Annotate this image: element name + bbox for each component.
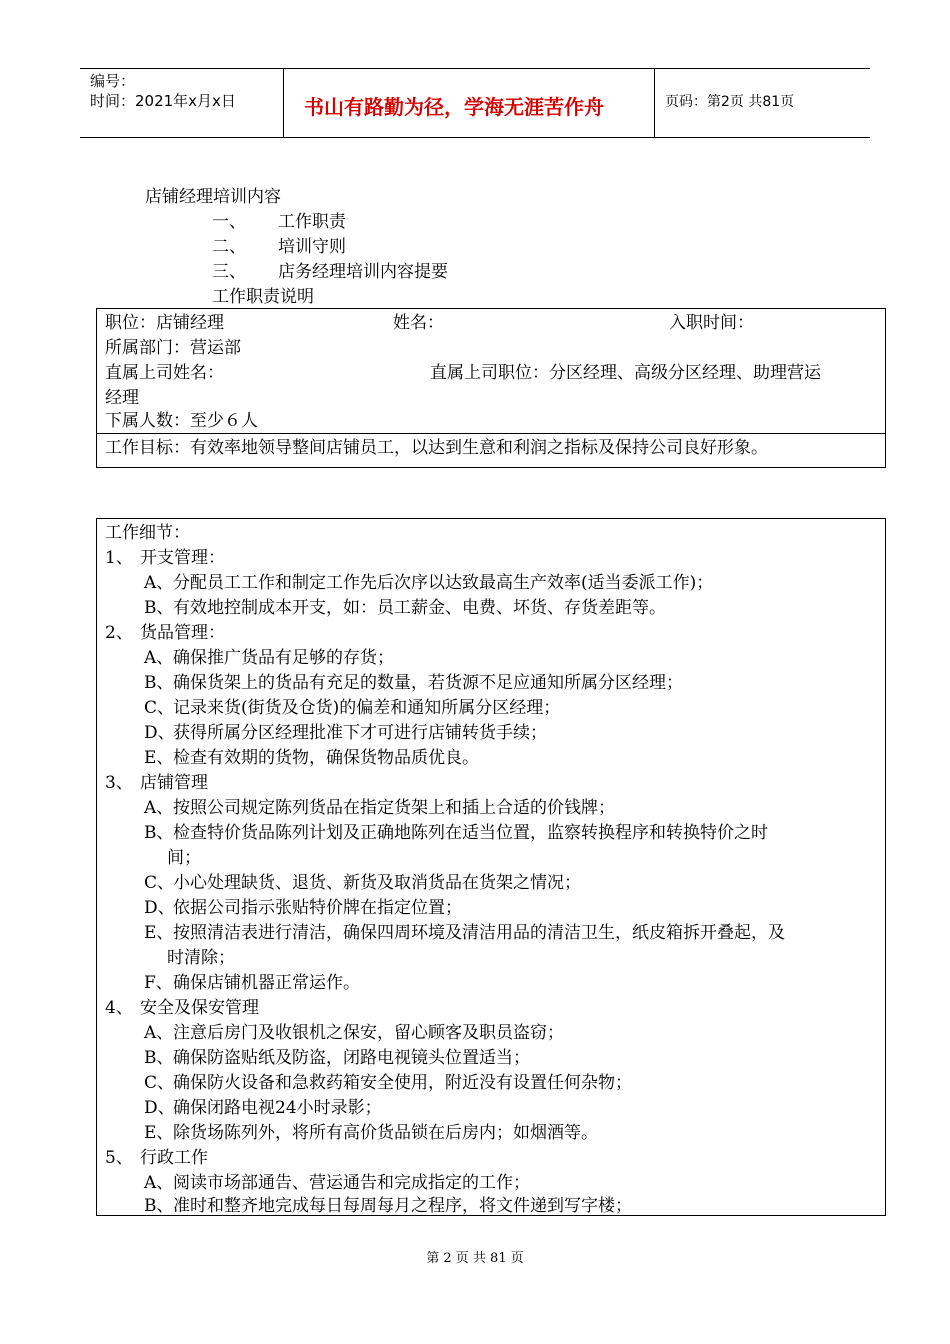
item-text: 确保店铺机器正常运作。: [173, 973, 360, 993]
info-goal: 工作目标：有效率地领导整间店铺员工，以达到生意和利润之指标及保持公司良好形象。: [105, 438, 768, 458]
section-num: 5、: [105, 1148, 133, 1168]
job-details-table: [96, 518, 886, 1216]
section-title: 行政工作: [140, 1148, 208, 1168]
item-text: 阅读市场部通告、营运通告和完成指定的工作；: [173, 1173, 530, 1193]
item-text: 有效地控制成本开支，如：员工薪金、电费、坏货、存货差距等。: [173, 598, 666, 618]
item-key: A、: [144, 573, 174, 593]
item-text: 确保防火设备和急救药箱安全使用，附近没有设置任何杂物；: [173, 1073, 632, 1093]
item-text: 注意后房门及收银机之保安，留心顾客及职员盗窃；: [173, 1023, 564, 1043]
item-key: A、: [144, 1023, 174, 1043]
item-text: 确保推广货品有足够的存货；: [173, 648, 394, 668]
details-heading: 工作细节：: [105, 523, 190, 543]
item-text: 获得所属分区经理批准下才可进行店铺转货手续；: [173, 723, 547, 743]
section-title: 安全及保安管理: [140, 998, 259, 1018]
section-num: 4、: [105, 998, 133, 1018]
item-text: 检查特价货品陈列计划及正确地陈列在适当位置，监察转换程序和转换特价之时: [173, 823, 768, 843]
info-department: 所属部门：营运部: [105, 338, 241, 358]
header-motto-cell: [284, 69, 655, 137]
item-key: E、: [144, 923, 174, 943]
info-supervisor-name: 直属上司姓名：: [105, 363, 224, 383]
item-key: B、: [144, 1196, 174, 1216]
section-title: 店铺管理: [140, 773, 208, 793]
item-key: A、: [144, 648, 174, 668]
section-title: 开支管理：: [140, 548, 225, 568]
item-text: 除货场陈列外，将所有高价货品锁在后房内；如烟酒等。: [173, 1123, 598, 1143]
header-date: 时间：2021年x月x日: [90, 92, 236, 110]
item-key: A、: [144, 798, 174, 818]
item-text: 记录来货(街货及仓货)的偏差和通知所属分区经理；: [173, 698, 561, 718]
info-name: 姓名：: [393, 313, 444, 333]
info-position: 职位：店铺经理: [105, 313, 224, 333]
item-text: 按照清洁表进行清洁，确保四周环境及清洁用品的清洁卫生，纸皮箱拆开叠起，及: [173, 923, 785, 943]
header-number: 编号：: [90, 72, 136, 90]
item-key: D、: [144, 723, 175, 743]
item-key: C、: [144, 1073, 175, 1093]
section-num: 3、: [105, 773, 133, 793]
item-text: 准时和整齐地完成每日每周每月之程序，将文件递到写字楼；: [173, 1196, 632, 1216]
toc-num-1: 一、: [212, 212, 246, 232]
job-info-table: [96, 308, 886, 468]
item-text-cont: 间；: [167, 848, 201, 868]
item-key: B、: [144, 598, 174, 618]
item-key: B、: [144, 823, 174, 843]
item-key: E、: [144, 1123, 174, 1143]
item-key: F、: [144, 973, 173, 993]
item-text-cont: 时清除；: [167, 948, 235, 968]
header-motto: 书山有路勤为径，学海无涯苦作舟: [304, 95, 604, 119]
item-key: C、: [144, 698, 175, 718]
item-text: 确保货架上的货品有充足的数量，若货源不足应通知所属分区经理；: [173, 673, 683, 693]
page-header: [80, 68, 870, 138]
item-key: E、: [144, 748, 174, 768]
header-meta: [80, 69, 284, 137]
info-supervisor-title: 直属上司职位：分区经理、高级分区经理、助理营运: [430, 363, 821, 383]
item-key: B、: [144, 673, 174, 693]
toc-num-2: 二、: [212, 237, 246, 257]
info-subordinates: 下属人数：至少６人: [105, 411, 258, 431]
item-text: 确保闭路电视24小时录影；: [173, 1098, 382, 1118]
item-key: B、: [144, 1048, 174, 1068]
item-key: A、: [144, 1173, 174, 1193]
table-divider: [97, 433, 885, 434]
info-supervisor-title-cont: 经理: [105, 388, 139, 408]
section-num: 2、: [105, 623, 133, 643]
item-key: D、: [144, 898, 175, 918]
item-text: 确保防盗贴纸及防盗，闭路电视镜头位置适当；: [173, 1048, 530, 1068]
item-key: C、: [144, 873, 175, 893]
item-text: 小心处理缺货、退货、新货及取消货品在货架之情况；: [173, 873, 581, 893]
item-text: 依据公司指示张贴特价牌在指定位置；: [173, 898, 462, 918]
item-text: 检查有效期的货物，确保货物品质优良。: [173, 748, 479, 768]
section-title: 货品管理：: [140, 623, 225, 643]
toc-text-2: 培训守则: [278, 237, 346, 257]
item-key: D、: [144, 1098, 175, 1118]
toc-num-3: 三、: [212, 262, 246, 282]
doc-title: 店铺经理培训内容: [145, 187, 281, 207]
item-text: 分配员工工作和制定工作先后次序以达致最高生产效率(适当委派工作)；: [173, 573, 714, 593]
section-num: 1、: [105, 548, 133, 568]
header-page-info: 页码：第2页 共81页: [665, 94, 795, 110]
toc-text-3: 店务经理培训内容提要: [278, 262, 448, 282]
item-text: 按照公司规定陈列货品在指定货架上和插上合适的价钱牌；: [173, 798, 615, 818]
info-hire-date: 入职时间：: [669, 313, 754, 333]
doc-subtitle: 工作职责说明: [212, 287, 314, 307]
toc-text-1: 工作职责: [278, 212, 346, 232]
page-footer: 第 2 页 共 81 页: [426, 1251, 524, 1266]
